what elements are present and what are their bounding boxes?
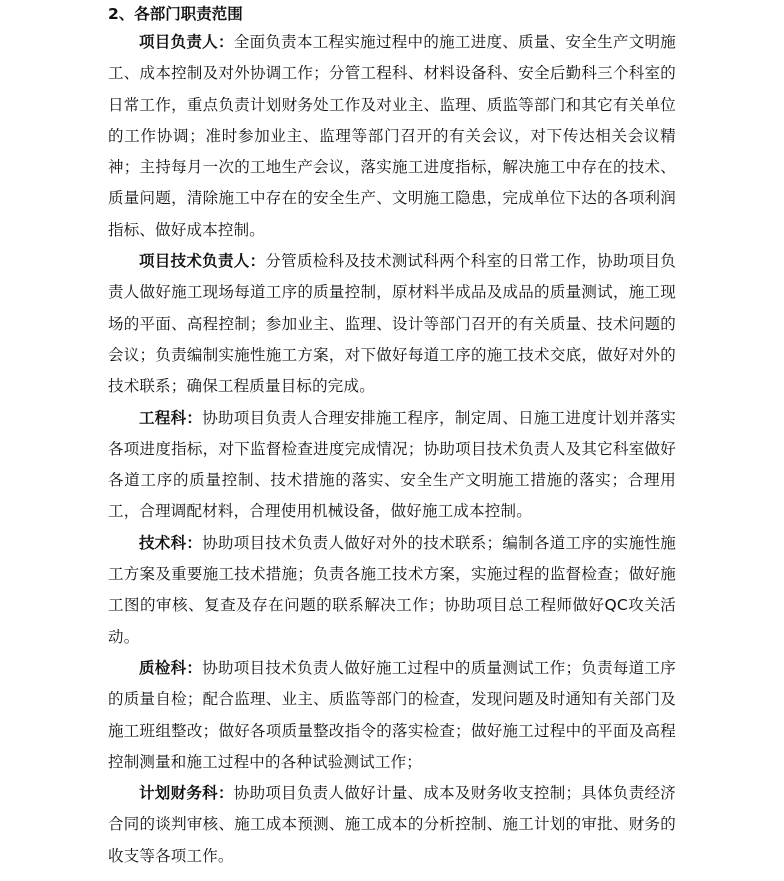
paragraph-engineering-dept xyxy=(108,403,676,528)
section-heading: 2、各部门职责范围 xyxy=(108,5,243,23)
paragraph-quality-dept xyxy=(108,653,676,778)
paragraph-project-manager xyxy=(108,27,676,246)
paragraph-finance-dept xyxy=(108,778,676,872)
paragraph-lead: 技术科： xyxy=(139,533,203,552)
paragraph-text: 协助项目负责人合理安排施工程序，制定周、日施工进度计划并落实各项进度指标，对下监督检查进度完成情况；协助项目技术负责人及其它科室做好各道工序的质量控制、技术措施的落实、安全生产文明施工措施的落实；合理用工，合理调配材料，合理使用机械设备，做好施工成本控制。 xyxy=(108,408,676,521)
paragraph-lead: 工程科： xyxy=(139,408,203,427)
paragraph-technical-manager xyxy=(108,246,676,402)
paragraph-text: 分管质检科及技术测试科两个科室的日常工作，协助项目负责人做好施工现场每道工序的质量控制，原材料半成品及成品的质量测试，施工现场的平面、高程控制；参加业主、监理、设计等部门召开的有关质量、技术问题的会议；负责编制实施性施工方案，对下做好每道工序的施工技术交底，做好对外的技术联系；确保工程质量目标的完成。 xyxy=(108,252,676,396)
paragraph-lead: 质检科： xyxy=(139,658,203,677)
paragraph-lead: 项目技术负责人： xyxy=(139,252,266,271)
paragraph-lead: 项目负责人： xyxy=(139,33,234,51)
paragraph-text: 协助项目技术负责人做好对外的技术联系；编制各道工序的实施性施工方案及重要施工技术措施；负责各施工技术方案，实施过程的监督检查；做好施工图的审核、复查及存在问题的联系解决工作；协助项目总工程师做好QC攻关活动。 xyxy=(108,533,676,646)
paragraph-technology-dept xyxy=(108,528,676,653)
paragraph-text: 全面负责本工程实施过程中的施工进度、质量、安全生产文明施工、成本控制及对外协调工作；分管工程科、材料设备科、安全后勤科三个科室的日常工作，重点负责计划财务处工作及对业主、监理、质监等部门和其它有关单位的工作协调；准时参加业主、监理等部门召开的有关会议，对下传达相关会议精神；主持每月一次的工地生产会议，落实施工进度指标，解决施工中存在的技术、质量问题，清除施工中存在的安全生产、文明施工隐患，完成单位下达的各项利润指标、做好成本控制。 xyxy=(108,33,676,239)
paragraph-text: 协助项目负责人做好计量、成本及财务收支控制；具体负责经济合同的谈判审核、施工成本预测、施工成本的分析控制、施工计划的审批、财务的收支等各项工作。 xyxy=(108,784,676,865)
paragraph-lead: 计划财务科： xyxy=(139,784,234,803)
paragraph-text: 协助项目技术负责人做好施工过程中的质量测试工作；负责每道工序的质量自检；配合监理、业主、质监等部门的检查，发现问题及时通知有关部门及施工班组整改；做好各项质量整改指令的落实检查；做好施工过程中的平面及高程控制测量和施工过程中的各种试验测试工作； xyxy=(108,658,676,771)
